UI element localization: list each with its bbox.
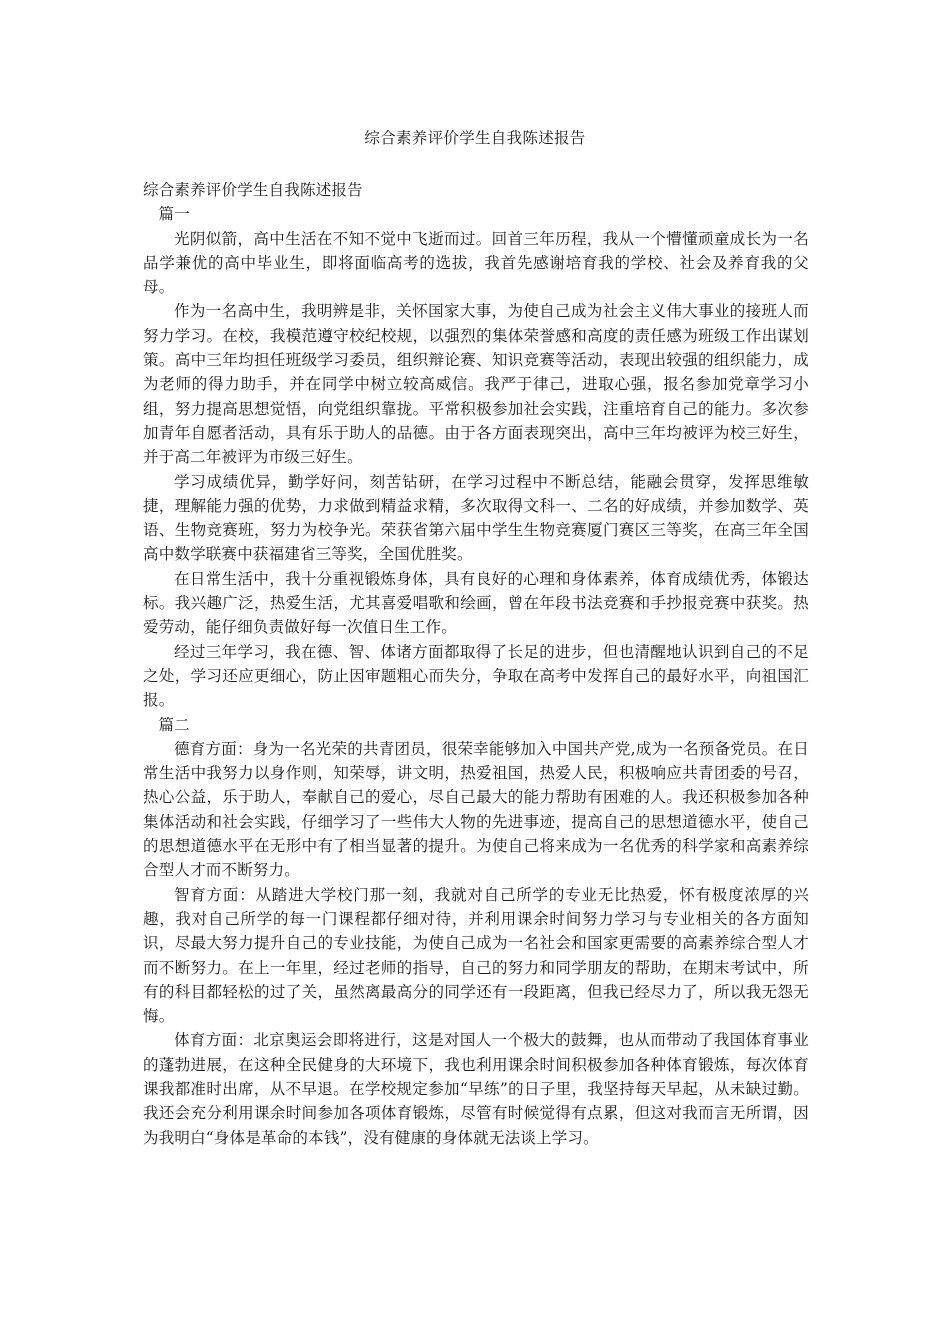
document-body <box>143 178 809 1150</box>
paragraph: 智育方面：从踏进大学校门那一刻，我就对自己所学的专业无比热爱，怀有极度浓厚的兴趣，我对自己所学的每一门课程都仔细对待，并利用课余时间努力学习与专业相关的各方面知识，尽最大努力提升自己的专业技能，为使自己成为一名社会和国家更需要的高素养综合型人才而不断努力。在上一年里，经过老师的指导，自己的努力和同学朋友的帮助，在期末考试中，所有的科目都轻松的过了关，虽然离最高分的同学还有一段距离，但我已经尽力了，所以我无怨无悔。 <box>143 885 809 1026</box>
section-heading-1: 篇一 <box>158 205 190 224</box>
paragraph: 在日常生活中，我十分重视锻炼身体，具有良好的心理和身体素养，体育成绩优秀，体锻达标。我兴趣广泛，热爱生活，尤其喜爱唱歌和绘画，曾在年段书法竞赛和手抄报竞赛中获奖。热爱劳动，能仔细负责做好每一次值日生工作。 <box>143 569 809 637</box>
paragraph: 学习成绩优异，勤学好问，刻苦钻研，在学习过程中不断总结，能融会贯穿，发挥思维敏捷，理解能力强的优势，力求做到精益求精，多次取得文科一、二名的好成绩，并参加数学、英语、生物竞赛班，努力为校争光。荣获省第六届中学生生物竞赛厦门赛区三等奖，在高三年全国高中数学联赛中获福建省三等奖，全国优胜奖。 <box>143 472 809 564</box>
section-heading-2: 篇二 <box>158 715 190 734</box>
document-subtitle: 综合素养评价学生自我陈述报告 <box>143 181 363 199</box>
paragraph: 作为一名高中生，我明辨是非，关怀国家大事，为使自己成为社会主义伟大事业的接班人而努力学习。在校，我模范遵守校纪校规，以强烈的集体荣誉感和高度的责任感为班级工作出谋划策。高中三年均担任班级学习委员，组织辩论赛、知识竞赛等活动，表现出较强的组织能力，成为老师的得力助手，并在同学中树立较高威信。我严于律己，进取心强，报名参加党章学习小组，努力提高思想觉悟，向党组织靠拢。平常积极参加社会实践，注重培育自己的能力。多次参加青年自愿者活动，具有乐于助人的品德。由于各方面表现突出，高中三年均被评为校三好生，并于高二年被评为市级三好生。 <box>143 302 809 467</box>
paragraph: 光阴似箭，高中生活在不知不觉中飞逝而过。回首三年历程，我从一个懵懂顽童成长为一名品学兼优的高中毕业生，即将面临高考的选拔，我首先感谢培育我的学校、社会及养育我的父母。 <box>143 229 809 297</box>
page-title: 综合素养评价学生自我陈述报告 <box>364 129 586 147</box>
paragraph: 经过三年学习，我在德、智、体诸方面都取得了长足的进步，但也清醒地认识到自己的不足之处，学习还应更细心，防止因审题粗心而失分，争取在高考中发挥自己的最好水平，向祖国汇报。 <box>143 642 809 710</box>
paragraph: 德育方面：身为一名光荣的共青团员，很荣幸能够加入中国共产党,成为一名预备党员。在日常生活中我努力以身作则，知荣辱，讲文明，热爱祖国，热爱人民，积极响应共青团委的号召，热心公益，乐于助人，奉献自己的爱心，尽自己最大的能力帮助有困难的人。我还积极参加各种集体活动和社会实践，仔细学习了一些伟大人物的先进事迹，提高自己的思想道德水平，使自己的思想道德水平在无形中有了相当显著的提升。为使自己将来成为一名优秀的科学家和高素养综合型人才而不断努力。 <box>143 739 809 880</box>
paragraph: 体育方面：北京奥运会即将进行，这是对国人一个极大的鼓舞，也从而带动了我国体育事业的蓬勃进展，在这种全民健身的大环境下，我也利用课余时间积极参加各种体育锻炼，每次体育课我都准时出席，从不早退。在学校规定参加“早练”的日子里，我坚持每天早起，从未缺过勤。我还会充分利用课余时间参加各项体育锻炼，尽管有时候觉得有点累，但这对我而言无所谓，因为我明白“身体是革命的本钱”，没有健康的身体就无法谈上学习。 <box>143 1031 809 1147</box>
